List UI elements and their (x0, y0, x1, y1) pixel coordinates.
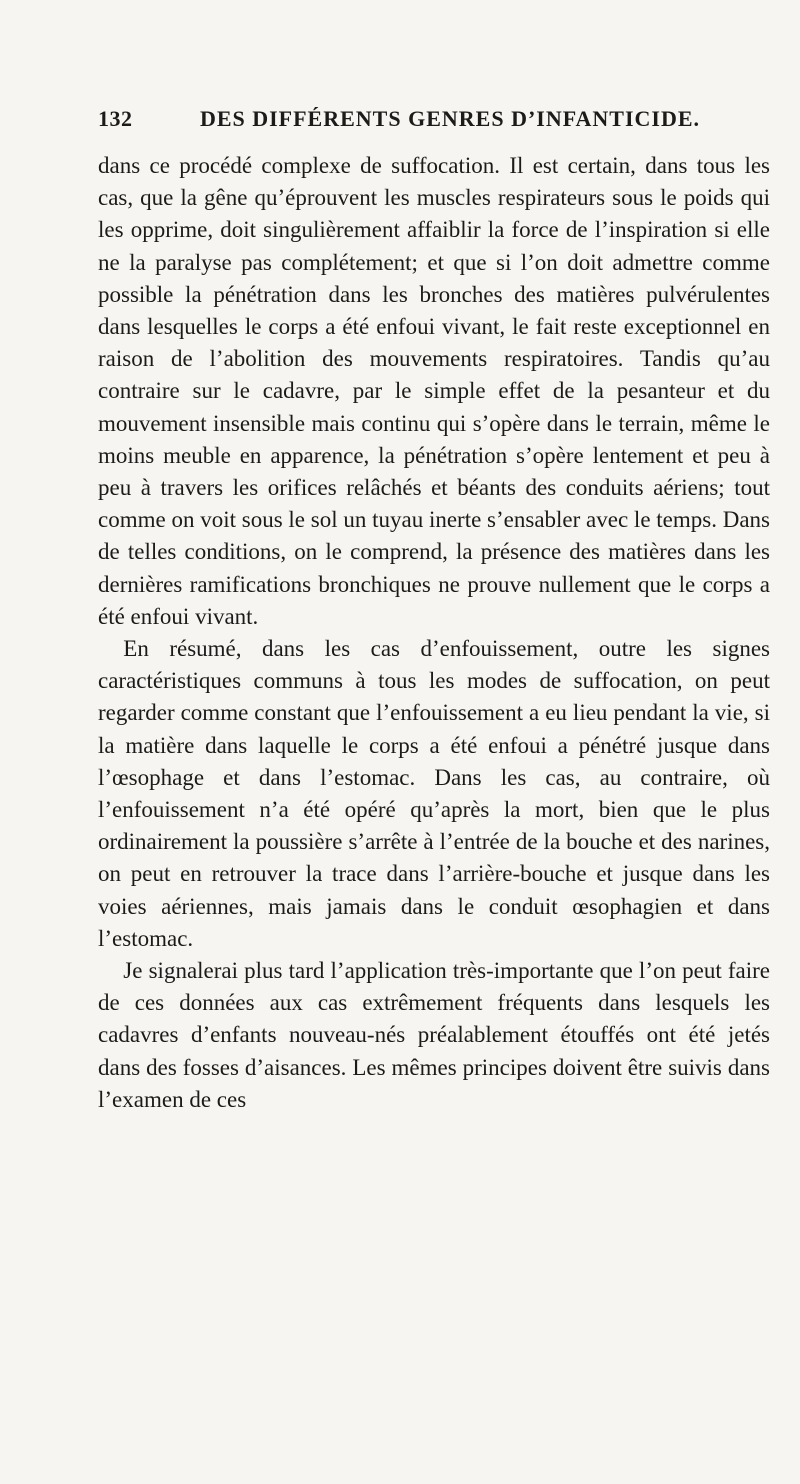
running-title: DES DIFFÉRENTS GENRES D’INFANTICIDE. (199, 106, 701, 131)
running-head (98, 106, 770, 150)
paragraph-application: Je signalerai plus tard l’application très-importante que l’on peut faire de ces données aux cas extrêmement fréquents dans lesquels les cadavres d’enfants nouveau-nés préalablement étouffés ont été jetés dans des fosses d’aisances. Les mêmes principes doivent être suivis dans l’examen de ces (98, 958, 770, 1112)
book-page (98, 106, 770, 1116)
paragraph-continuation: dans ce procédé complexe de suffocation. Il est certain, dans tous les cas, que la gêne qu’éprouvent les muscles respirateurs sous le poids qui les opprime, doit singulièrement affaiblir la force de l’inspiration si elle ne la paralyse pas complétement; et que si l’on doit admettre comme possible la pénétration dans les bronches des matières pulvérulentes dans lesquelles le corps a été enfoui vivant, le fait reste exceptionnel en raison de l’abolition des mouvements respiratoires. Tandis qu’au contraire sur le cadavre, par le simple effet de la pesanteur et du mouvement insensible mais continu qui s’opère dans le terrain, même le moins meuble en apparence, la pénétration s’opère lentement et peu à peu à travers les orifices relâchés et béants des conduits aériens; tout comme on voit sous le sol un tuyau inerte s’ensabler avec le temps. Dans de telles conditions, on le comprend, la présence des matières dans les dernières ramifications bronchiques ne prouve nullement que le corps a été enfoui vivant. (98, 153, 770, 629)
body-text (98, 150, 770, 1116)
page-number: 132 (98, 106, 133, 131)
paragraph-summary: En résumé, dans les cas d’enfouissement, outre les signes caractéristiques communs à tous les modes de suffocation, on peut regarder comme constant que l’enfouissement a eu lieu pendant la vie, si la matière dans laquelle le corps a été enfoui a pénétré jusque dans l’œsophage et dans l’estomac. Dans les cas, au contraire, où l’enfouissement n’a été opéré qu’après la mort, bien que le plus ordinairement la poussière s’arrête à l’entrée de la bouche et des narines, on peut en retrouver la trace dans l’arrière-bouche et jusque dans les voies aériennes, mais jamais dans le conduit œsophagien et dans l’estomac. (98, 636, 770, 951)
